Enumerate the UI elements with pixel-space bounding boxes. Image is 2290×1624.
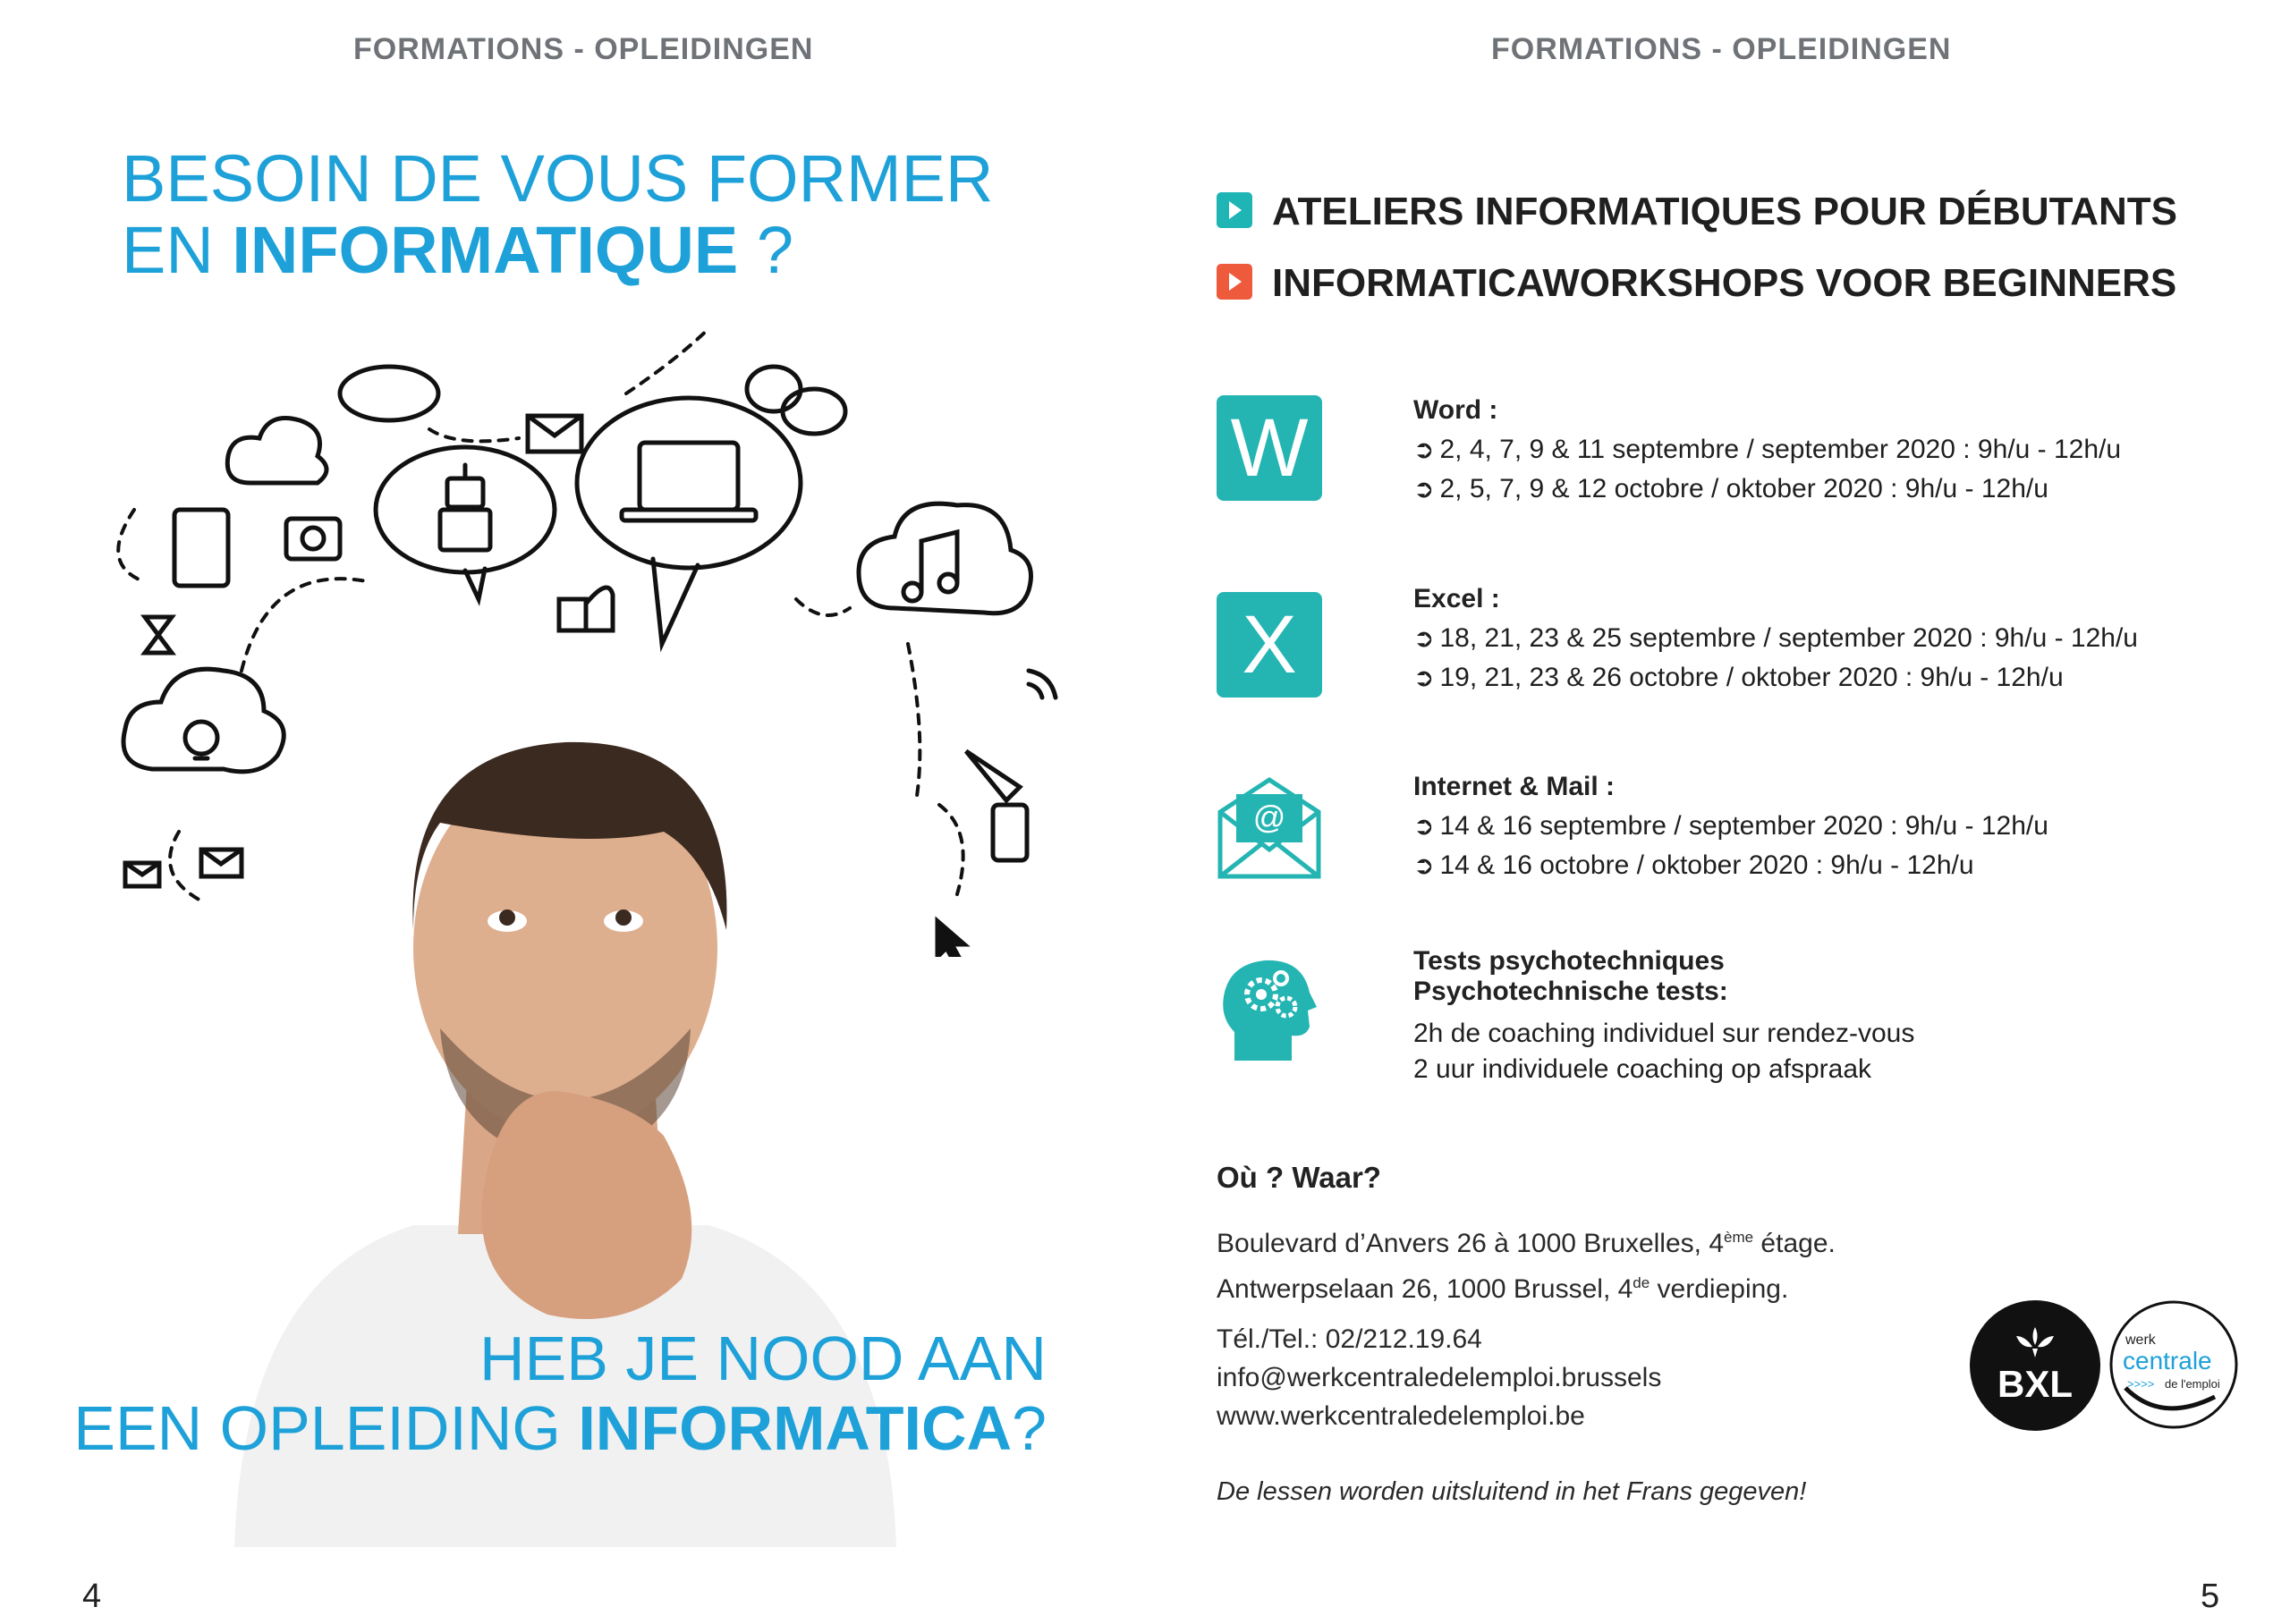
title-fr-line2 bbox=[122, 215, 993, 286]
robot-bubble-icon bbox=[376, 447, 555, 599]
course-date-text: 2, 5, 7, 9 & 12 octobre / oktober 2020 : 9h/u - 12h/u bbox=[1439, 474, 2048, 503]
address-nl-post: verdieping. bbox=[1650, 1274, 1789, 1304]
arrow-icon: ➲ bbox=[1413, 475, 1435, 503]
arrow-icon: ➲ bbox=[1413, 624, 1435, 652]
bxl-logo bbox=[1970, 1300, 2100, 1431]
title-fr bbox=[122, 143, 993, 286]
arrow-icon: ➲ bbox=[1413, 664, 1435, 691]
cloud-icon bbox=[227, 419, 327, 484]
bxl-text: BXL bbox=[1997, 1363, 2073, 1405]
bullet-fr bbox=[1217, 190, 2177, 234]
course-title: Word : bbox=[1413, 395, 1498, 425]
iris-flower-icon bbox=[2013, 1324, 2057, 1359]
envelope-small-2-icon bbox=[125, 863, 159, 886]
at-symbol: @ bbox=[1252, 799, 1286, 835]
wc-arrows: >>>> bbox=[2127, 1377, 2155, 1391]
address-nl-sup: de bbox=[1633, 1274, 1650, 1291]
page-number: 4 bbox=[82, 1577, 102, 1615]
tests-title-fr: Tests psychotechniques bbox=[1413, 946, 1725, 976]
where-title: Où ? Waar? bbox=[1217, 1161, 1381, 1194]
course-date-text: 2, 4, 7, 9 & 11 septembre / september 2020 : 9h/u - 12h/u bbox=[1439, 435, 2122, 464]
course-tests bbox=[1413, 946, 1914, 1087]
mail-envelope-icon bbox=[1217, 776, 1322, 882]
contact-block bbox=[1217, 1320, 1661, 1435]
address-fr-sup: ème bbox=[1724, 1229, 1754, 1246]
language-note: De lessen worden uitsluitend in het Frans gegeven! bbox=[1217, 1477, 1807, 1506]
address-nl bbox=[1217, 1264, 1836, 1309]
title-nl-line1: HEB JE NOOD AAN bbox=[479, 1324, 1047, 1393]
course-title: Internet & Mail : bbox=[1413, 772, 1616, 801]
website-link[interactable]: www.werkcentraledelemploi.be bbox=[1217, 1401, 1585, 1431]
envelope-icon bbox=[528, 416, 581, 452]
play-square-icon bbox=[1217, 192, 1252, 228]
page-header: FORMATIONS - OPLEIDINGEN bbox=[1491, 32, 1952, 66]
title-fr-pre: EN bbox=[122, 213, 233, 287]
page-header: FORMATIONS - OPLEIDINGEN bbox=[353, 32, 814, 66]
word-icon: W bbox=[1217, 395, 1322, 501]
excel-icon: X bbox=[1217, 592, 1322, 698]
course-date bbox=[1413, 469, 2121, 509]
title-fr-line1: BESOIN DE VOUS FORMER bbox=[122, 141, 994, 216]
course-date-text: 19, 21, 23 & 26 octobre / oktober 2020 : 9h/u - 12h/u bbox=[1439, 663, 2064, 692]
wc-centrale: centrale bbox=[2123, 1347, 2212, 1374]
title-nl-line2 bbox=[73, 1393, 1047, 1463]
address-nl-pre: Antwerpselaan 26, 1000 Brussel, 4 bbox=[1217, 1274, 1633, 1304]
wifi-icon bbox=[1029, 671, 1056, 698]
rocket-icon bbox=[966, 751, 1020, 800]
title-fr-post: ? bbox=[738, 213, 793, 287]
course-date bbox=[1413, 619, 2138, 658]
phone-icon bbox=[993, 805, 1027, 860]
course-date-text: 14 & 16 septembre / september 2020 : 9h/u - 12h/u bbox=[1439, 811, 2048, 841]
arrow-icon: ➲ bbox=[1413, 436, 1435, 463]
course-date-text: 14 & 16 octobre / oktober 2020 : 9h/u - 12h/u bbox=[1439, 850, 1974, 880]
address-fr bbox=[1217, 1218, 1836, 1264]
brain-gears-icon bbox=[1217, 955, 1322, 1061]
bullet-nl-text: INFORMATICAWORKSHOPS VOOR BEGINNERS bbox=[1272, 261, 2177, 305]
course-internet bbox=[1413, 767, 2048, 885]
course-word bbox=[1413, 391, 2121, 509]
course-excel bbox=[1413, 579, 2138, 698]
bullet-nl bbox=[1217, 261, 2176, 306]
right-page bbox=[1145, 0, 2290, 1624]
address-block bbox=[1217, 1218, 1836, 1309]
speech-oval-icon bbox=[340, 367, 438, 420]
bullet-fr-text: ATELIERS INFORMATIQUES POUR DÉBUTANTS bbox=[1272, 190, 2177, 233]
address-fr-pre: Boulevard d’Anvers 26 à 1000 Bruxelles, 4 bbox=[1217, 1229, 1725, 1258]
wc-delemploi: de l'emploi bbox=[2165, 1377, 2220, 1391]
music-cloud-icon bbox=[859, 503, 1031, 613]
hourglass-icon bbox=[145, 617, 172, 653]
course-date-text: 18, 21, 23 & 25 septembre / september 2020 : 9h/u - 12h/u bbox=[1439, 623, 2138, 653]
tests-line-fr: 2h de coaching individuel sur rendez-vous bbox=[1413, 1019, 1915, 1048]
course-date bbox=[1413, 807, 2048, 846]
tablet-icon bbox=[174, 510, 228, 586]
wc-werk: werk bbox=[2125, 1332, 2156, 1348]
address-fr-post: étage. bbox=[1753, 1229, 1836, 1258]
title-nl-pre: EEN OPLEIDING bbox=[73, 1393, 579, 1463]
course-title: Excel : bbox=[1413, 584, 1500, 613]
title-nl-bold: INFORMATICA bbox=[578, 1393, 1013, 1463]
play-square-icon bbox=[1217, 264, 1252, 300]
title-fr-bold: INFORMATIQUE bbox=[232, 213, 739, 287]
phone: Tél./Tel.: 02/212.19.64 bbox=[1217, 1324, 1482, 1354]
title-nl bbox=[73, 1324, 1047, 1463]
camera-icon bbox=[286, 519, 340, 559]
arrow-icon: ➲ bbox=[1413, 851, 1435, 879]
tests-title-nl: Psychotechnische tests: bbox=[1413, 977, 1728, 1006]
course-date bbox=[1413, 846, 2048, 885]
title-nl-post: ? bbox=[1012, 1393, 1047, 1463]
course-date bbox=[1413, 430, 2121, 469]
email-link[interactable]: info@werkcentraledelemploi.brussels bbox=[1217, 1363, 1662, 1392]
page-number: 5 bbox=[2201, 1577, 2220, 1615]
thumbs-up-icon bbox=[559, 588, 613, 630]
cursor-icon bbox=[937, 921, 964, 957]
tests-line-nl: 2 uur individuele coaching op afspraak bbox=[1413, 1054, 1872, 1084]
arrow-icon: ➲ bbox=[1413, 812, 1435, 840]
course-date bbox=[1413, 658, 2138, 698]
chat-bubbles-icon bbox=[747, 367, 845, 434]
